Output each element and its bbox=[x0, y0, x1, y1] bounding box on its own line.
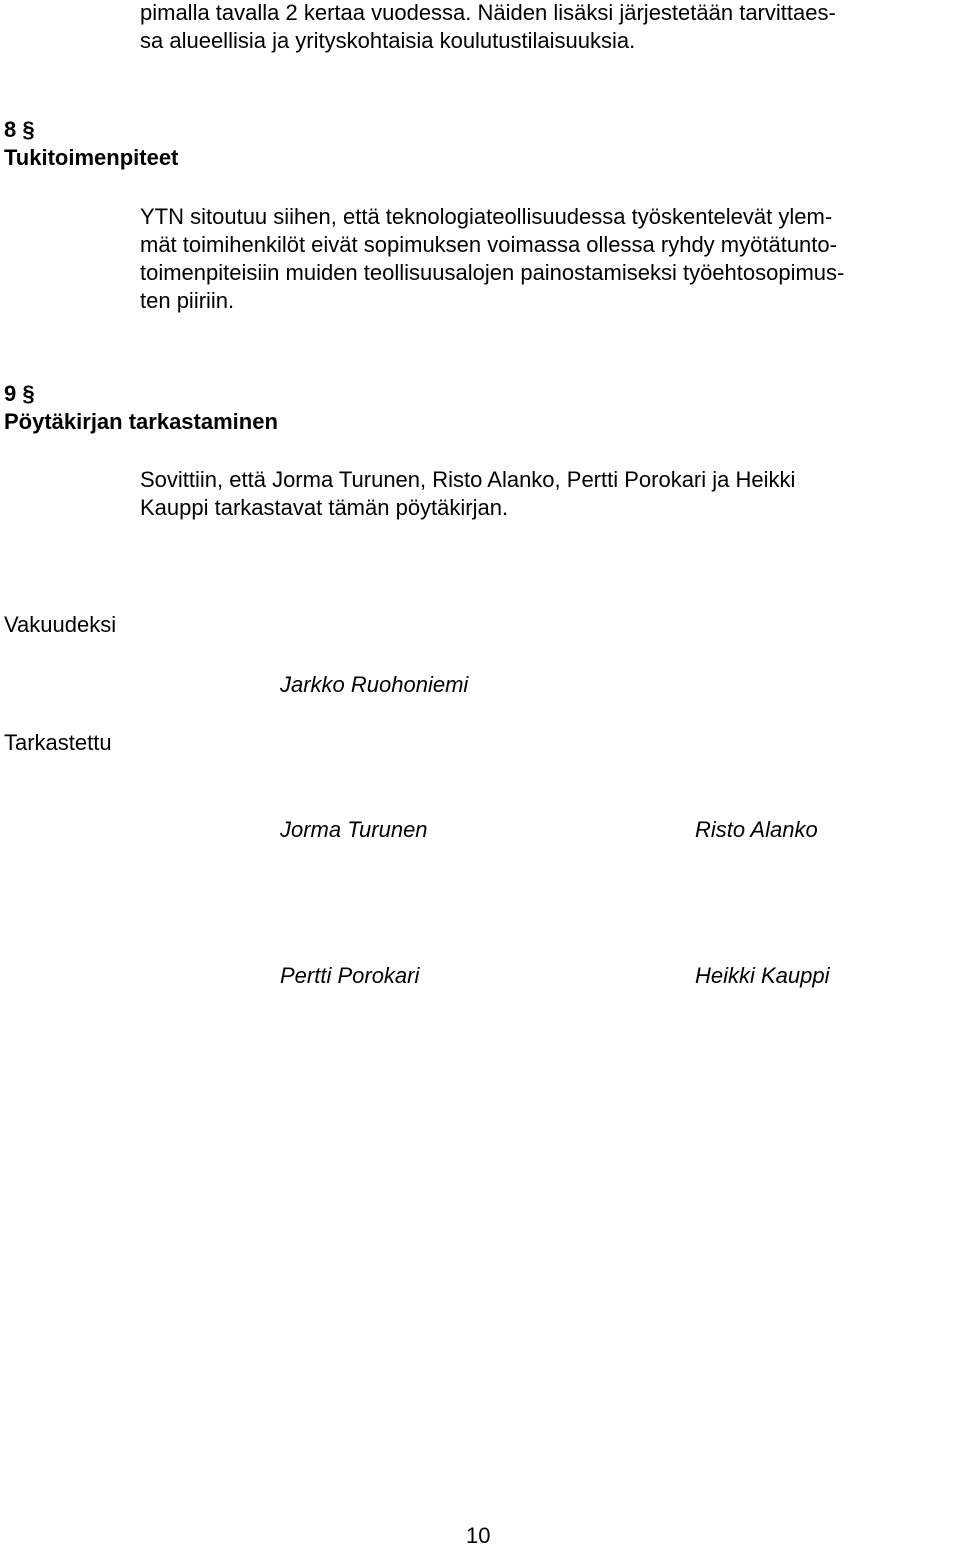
section-9-line: Kauppi tarkastavat tämän pöytäkirjan. bbox=[140, 495, 509, 520]
section-9-line: Sovittiin, että Jorma Turunen, Risto Alanko, Pertti Porokari ja Heikki bbox=[140, 467, 796, 492]
checker-name: Pertti Porokari bbox=[280, 963, 420, 988]
secretary-name: Jarkko Ruohoniemi bbox=[280, 672, 469, 697]
section-8-paragraph bbox=[140, 203, 844, 315]
checker-name: Risto Alanko bbox=[695, 817, 818, 842]
intro-line: pimalla tavalla 2 kertaa vuodessa. Näiden lisäksi järjestetään tarvittaes- bbox=[140, 0, 836, 25]
section-8-line: ten piiriin. bbox=[140, 288, 235, 313]
section-9-paragraph bbox=[140, 466, 795, 522]
section-8-title: Tukitoimenpiteet bbox=[4, 145, 179, 170]
section-8-number: 8 § bbox=[4, 117, 35, 142]
section-8-line: toimenpiteisiin muiden teollisuusalojen painostamiseksi työehtosopimus- bbox=[140, 260, 845, 285]
intro-paragraph bbox=[140, 0, 836, 55]
section-9-number: 9 § bbox=[4, 381, 35, 406]
page-number: 10 bbox=[466, 1523, 491, 1548]
tarkastettu-label: Tarkastettu bbox=[4, 730, 112, 755]
section-8-line: mät toimihenkilöt eivät sopimuksen voimassa ollessa ryhdy myötätunto- bbox=[140, 232, 837, 257]
vakuudeksi-label: Vakuudeksi bbox=[4, 612, 117, 637]
section-8-line: YTN sitoutuu siihen, että teknologiateollisuudessa työskentelevät ylem- bbox=[140, 204, 833, 229]
checker-name: Jorma Turunen bbox=[280, 817, 428, 842]
section-9-title: Pöytäkirjan tarkastaminen bbox=[4, 409, 278, 434]
intro-line: sa alueellisia ja yrityskohtaisia koulutustilaisuuksia. bbox=[140, 28, 636, 53]
checker-name: Heikki Kauppi bbox=[695, 963, 830, 988]
